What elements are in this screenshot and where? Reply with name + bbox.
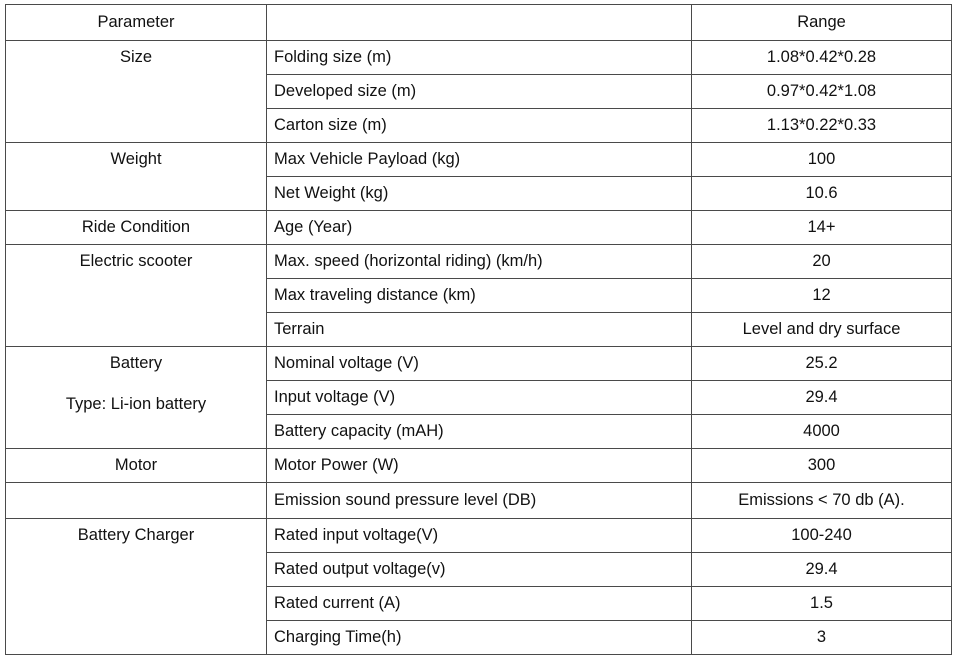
value-cell: 1.08*0.42*0.28 [692, 41, 952, 75]
table-row [6, 211, 952, 245]
param-cell: Max. speed (horizontal riding) (km/h) [267, 245, 692, 279]
table-row [6, 41, 952, 75]
value-cell: 0.97*0.42*1.08 [692, 75, 952, 109]
param-cell: Developed size (m) [267, 75, 692, 109]
header-parameter: Parameter [6, 5, 267, 41]
value-cell: 3 [692, 621, 952, 655]
category-size: Size [6, 41, 267, 143]
param-cell: Max traveling distance (km) [267, 279, 692, 313]
value-cell: 29.4 [692, 553, 952, 587]
value-cell: 25.2 [692, 347, 952, 381]
value-cell: 12 [692, 279, 952, 313]
table-row [6, 483, 952, 519]
header-range: Range [692, 5, 952, 41]
value-cell: 29.4 [692, 381, 952, 415]
category-ride-condition: Ride Condition [6, 211, 267, 245]
value-cell: 300 [692, 449, 952, 483]
value-cell: 1.13*0.22*0.33 [692, 109, 952, 143]
param-cell: Rated input voltage(V) [267, 519, 692, 553]
value-cell: Emissions < 70 db (A). [692, 483, 952, 519]
category-motor: Motor [6, 449, 267, 483]
header-blank [267, 5, 692, 41]
param-cell: Folding size (m) [267, 41, 692, 75]
value-cell: 100 [692, 143, 952, 177]
param-cell: Rated output voltage(v) [267, 553, 692, 587]
table-row [6, 245, 952, 279]
header-row [6, 5, 952, 41]
value-cell: 1.5 [692, 587, 952, 621]
param-cell: Carton size (m) [267, 109, 692, 143]
category-weight: Weight [6, 143, 267, 211]
value-cell: 20 [692, 245, 952, 279]
value-cell: 10.6 [692, 177, 952, 211]
param-cell: Nominal voltage (V) [267, 347, 692, 381]
table-row [6, 519, 952, 553]
category-battery-label: Battery [109, 354, 163, 372]
category-empty [6, 483, 267, 519]
param-cell: Emission sound pressure level (DB) [267, 483, 692, 519]
param-cell: Input voltage (V) [267, 381, 692, 415]
category-electric-scooter: Electric scooter [6, 245, 267, 347]
param-cell: Rated current (A) [267, 587, 692, 621]
param-cell: Max Vehicle Payload (kg) [267, 143, 692, 177]
value-cell: 14+ [692, 211, 952, 245]
category-battery [6, 347, 267, 449]
spec-table [5, 4, 952, 655]
category-battery-type: Type: Li-ion battery [65, 395, 207, 413]
param-cell: Motor Power (W) [267, 449, 692, 483]
value-cell: Level and dry surface [692, 313, 952, 347]
param-cell: Charging Time(h) [267, 621, 692, 655]
value-cell: 100-240 [692, 519, 952, 553]
param-cell: Terrain [267, 313, 692, 347]
param-cell: Age (Year) [267, 211, 692, 245]
table-row [6, 449, 952, 483]
param-cell: Battery capacity (mAH) [267, 415, 692, 449]
param-cell: Net Weight (kg) [267, 177, 692, 211]
value-cell: 4000 [692, 415, 952, 449]
table-row [6, 143, 952, 177]
category-battery-charger: Battery Charger [6, 519, 267, 655]
table-row [6, 347, 952, 381]
